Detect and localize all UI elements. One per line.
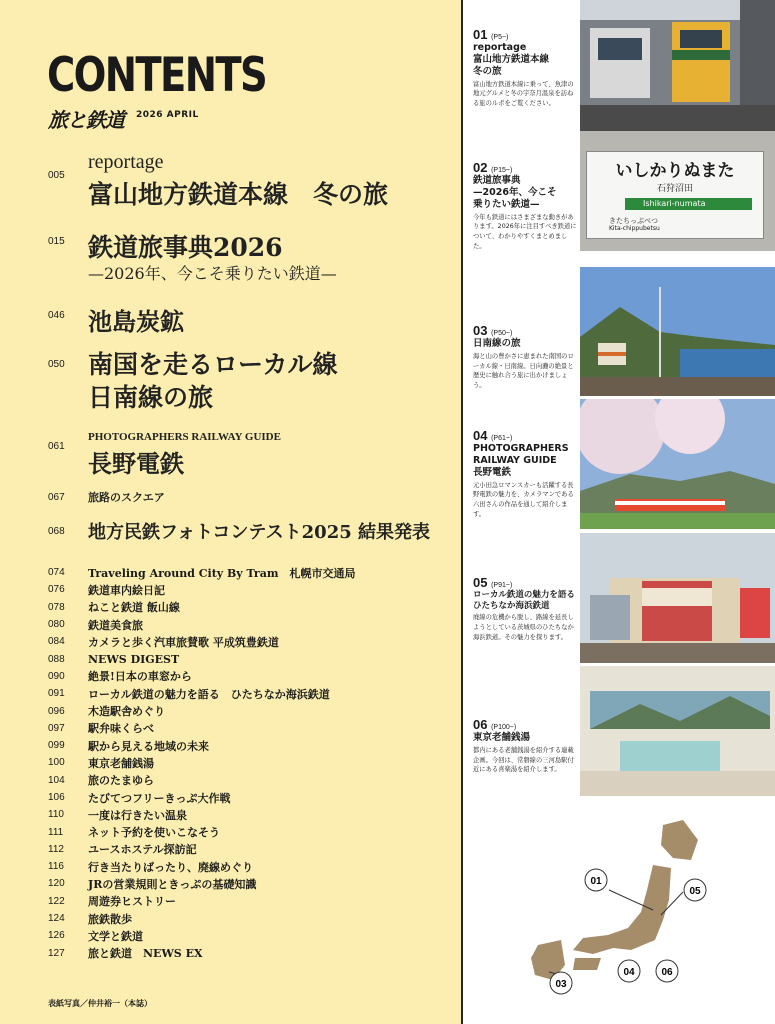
list-item[interactable]: 120 JRの営業規則ときっぷの基礎知識	[48, 877, 257, 891]
list-item[interactable]: 116 行き当たりばったり、廃線めぐり	[48, 860, 253, 874]
feature-title[interactable]: 旅路のスクエア	[88, 491, 165, 504]
shikoku-shape	[573, 958, 601, 970]
issue-date: 2026 APRIL	[136, 110, 199, 120]
sign-romaji: Ishikari-numata	[625, 198, 752, 210]
list-item[interactable]: 097 駅弁味くらべ	[48, 722, 154, 736]
list-item[interactable]: 076 鉄道車内絵日記	[48, 583, 165, 597]
list-item[interactable]: 084 カメラと歩く汽車旅賛歌 平成筑豊鉄道	[48, 635, 279, 649]
feature-title[interactable]: 富山地方鉄道本線 冬の旅	[88, 180, 389, 209]
nichinan-line-photo	[580, 267, 775, 396]
list-item[interactable]: 088 NEWS DIGEST	[48, 652, 180, 666]
map-label-05: 05	[689, 886, 701, 897]
feature-page: 046	[48, 310, 65, 321]
feature-title[interactable]: 地方民鉄フォトコンテスト2025 結果発表	[88, 522, 431, 543]
feature-page: 067	[48, 492, 65, 503]
sign-next-station: きたちっぷべつ	[609, 217, 658, 225]
list-item[interactable]: 091 ローカル鉄道の魅力を語る ひたちなか海浜鉄道	[48, 687, 330, 701]
feature-page: 005	[48, 170, 65, 181]
list-item[interactable]: 074 Traveling Around City By Tram 札幌市交通局	[48, 566, 356, 580]
list-item[interactable]: 112 ユースホステル探訪記	[48, 843, 197, 857]
feature-title[interactable]: 南国を走るローカル線	[88, 350, 338, 379]
list-item[interactable]: 124 旅鉄散歩	[48, 912, 132, 926]
list-item[interactable]: 104 旅のたまゆら	[48, 774, 154, 788]
feature-title[interactable]: 長野電鉄	[88, 449, 184, 478]
page-title: CONTENTS	[47, 48, 267, 103]
feature-page: 015	[48, 236, 65, 247]
map-label-04: 04	[623, 967, 635, 978]
station-sign-photo	[580, 131, 775, 251]
list-item[interactable]: 096 木造駅舎めぐり	[48, 705, 165, 719]
highlight-caption[interactable]: 04 (P61~) PHOTOGRAPHERS RAILWAY GUIDE 長野電鉄 元小田急ロマンスカーも活躍する長野電鉄の魅力を、カメラマンである六田さんの作品を通して紹介します。	[473, 428, 574, 518]
list-item[interactable]: 080 鉄道美食旅	[48, 618, 143, 632]
magazine-logo: 旅と鉄道	[48, 108, 124, 132]
feature-page: 068	[48, 526, 65, 537]
nagano-railway-photo	[580, 399, 775, 529]
sign-station-name: いしかりぬまた	[615, 161, 735, 181]
hitachinaka-photo	[580, 533, 775, 663]
highlight-caption[interactable]: 02 (P15~) 鉄道旅事典 —2026年、今こそ 乗りたい鉄道— 今年も鉄道にはさまざまな動きがあります。2026年に注目すべき鉄道について、わかりやすくまとめました。	[473, 160, 577, 250]
feature-page: 050	[48, 359, 65, 370]
highlight-caption[interactable]: 06 (P100~) 東京老舗銭湯 都内にある老舗銭湯を紹介する連載企画。今回は、常磐線の三河島駅付近にある喜楽湯を紹介します。	[473, 717, 574, 774]
list-item[interactable]: 111 ネット予約を使いこなそう	[48, 826, 220, 840]
list-item[interactable]: 110 一度は行きたい温泉	[48, 808, 187, 822]
feature-kicker: reportage	[88, 151, 164, 173]
map-label-06: 06	[661, 967, 673, 978]
column-divider	[461, 0, 463, 1024]
cover-credit: 表紙写真／仲井裕一（本誌）	[48, 999, 152, 1008]
sento-photo	[580, 666, 775, 796]
feature-title[interactable]: 鉄道旅事典2026	[88, 233, 283, 262]
hokkaido-shape	[661, 820, 698, 860]
list-item[interactable]: 106 たびてつフリーきっぷ大作戦	[48, 791, 231, 805]
highlight-caption[interactable]: 01 (P5~) reportage 富山地方鉄道本線 冬の旅 富山地方鉄道本線に乗って、魚津の地元グルメと冬の宇奈月温泉を訪ねる旅のルポをご覧ください。	[473, 27, 574, 108]
sign-next-romaji: Kita-chippubetsu	[609, 225, 660, 232]
list-item[interactable]: 100 東京老舗銭湯	[48, 756, 154, 770]
highlight-caption[interactable]: 05 (P91~) ローカル鉄道の魅力を語る ひたちなか海浜鉄道 廃線の危機から脱し、路線を延長しようとしている茨城県のひたちなか海浜鉄道。その魅力を探ります。	[473, 575, 575, 641]
list-item[interactable]: 099 駅から見える地域の未来	[48, 739, 209, 753]
feature-title[interactable]: 池島炭鉱	[88, 307, 184, 336]
list-item[interactable]: 078 ねこと鉄道 飯山線	[48, 601, 180, 615]
feature-kicker: PHOTOGRAPHERS RAILWAY GUIDE	[88, 431, 281, 443]
feature-title-line2: 日南線の旅	[88, 383, 214, 412]
article-list	[48, 564, 355, 962]
toyama-train-photo	[580, 0, 775, 131]
map-label-03: 03	[555, 979, 567, 990]
feature-page: 061	[48, 441, 65, 452]
highlight-caption[interactable]: 03 (P50~) 日南線の旅 海と山の豊かさに恵まれた南国のローカル線・日南線。日向灘の絶景と歴史に触れ合う旅に出かけましょう。	[473, 323, 574, 390]
list-item[interactable]: 090 絶景!日本の車窓から	[48, 670, 192, 684]
japan-map	[513, 820, 753, 1005]
list-item[interactable]: 126 文学と鉄道	[48, 929, 143, 943]
list-item[interactable]: 127 旅と鉄道 NEWS EX	[48, 947, 203, 961]
sign-kanji: 石狩沼田	[656, 184, 693, 194]
map-label-01: 01	[590, 876, 602, 887]
feature-subtitle: —2026年、今こそ乗りたい鉄道—	[88, 264, 337, 283]
list-item[interactable]: 122 周遊券ヒストリー	[48, 895, 176, 909]
